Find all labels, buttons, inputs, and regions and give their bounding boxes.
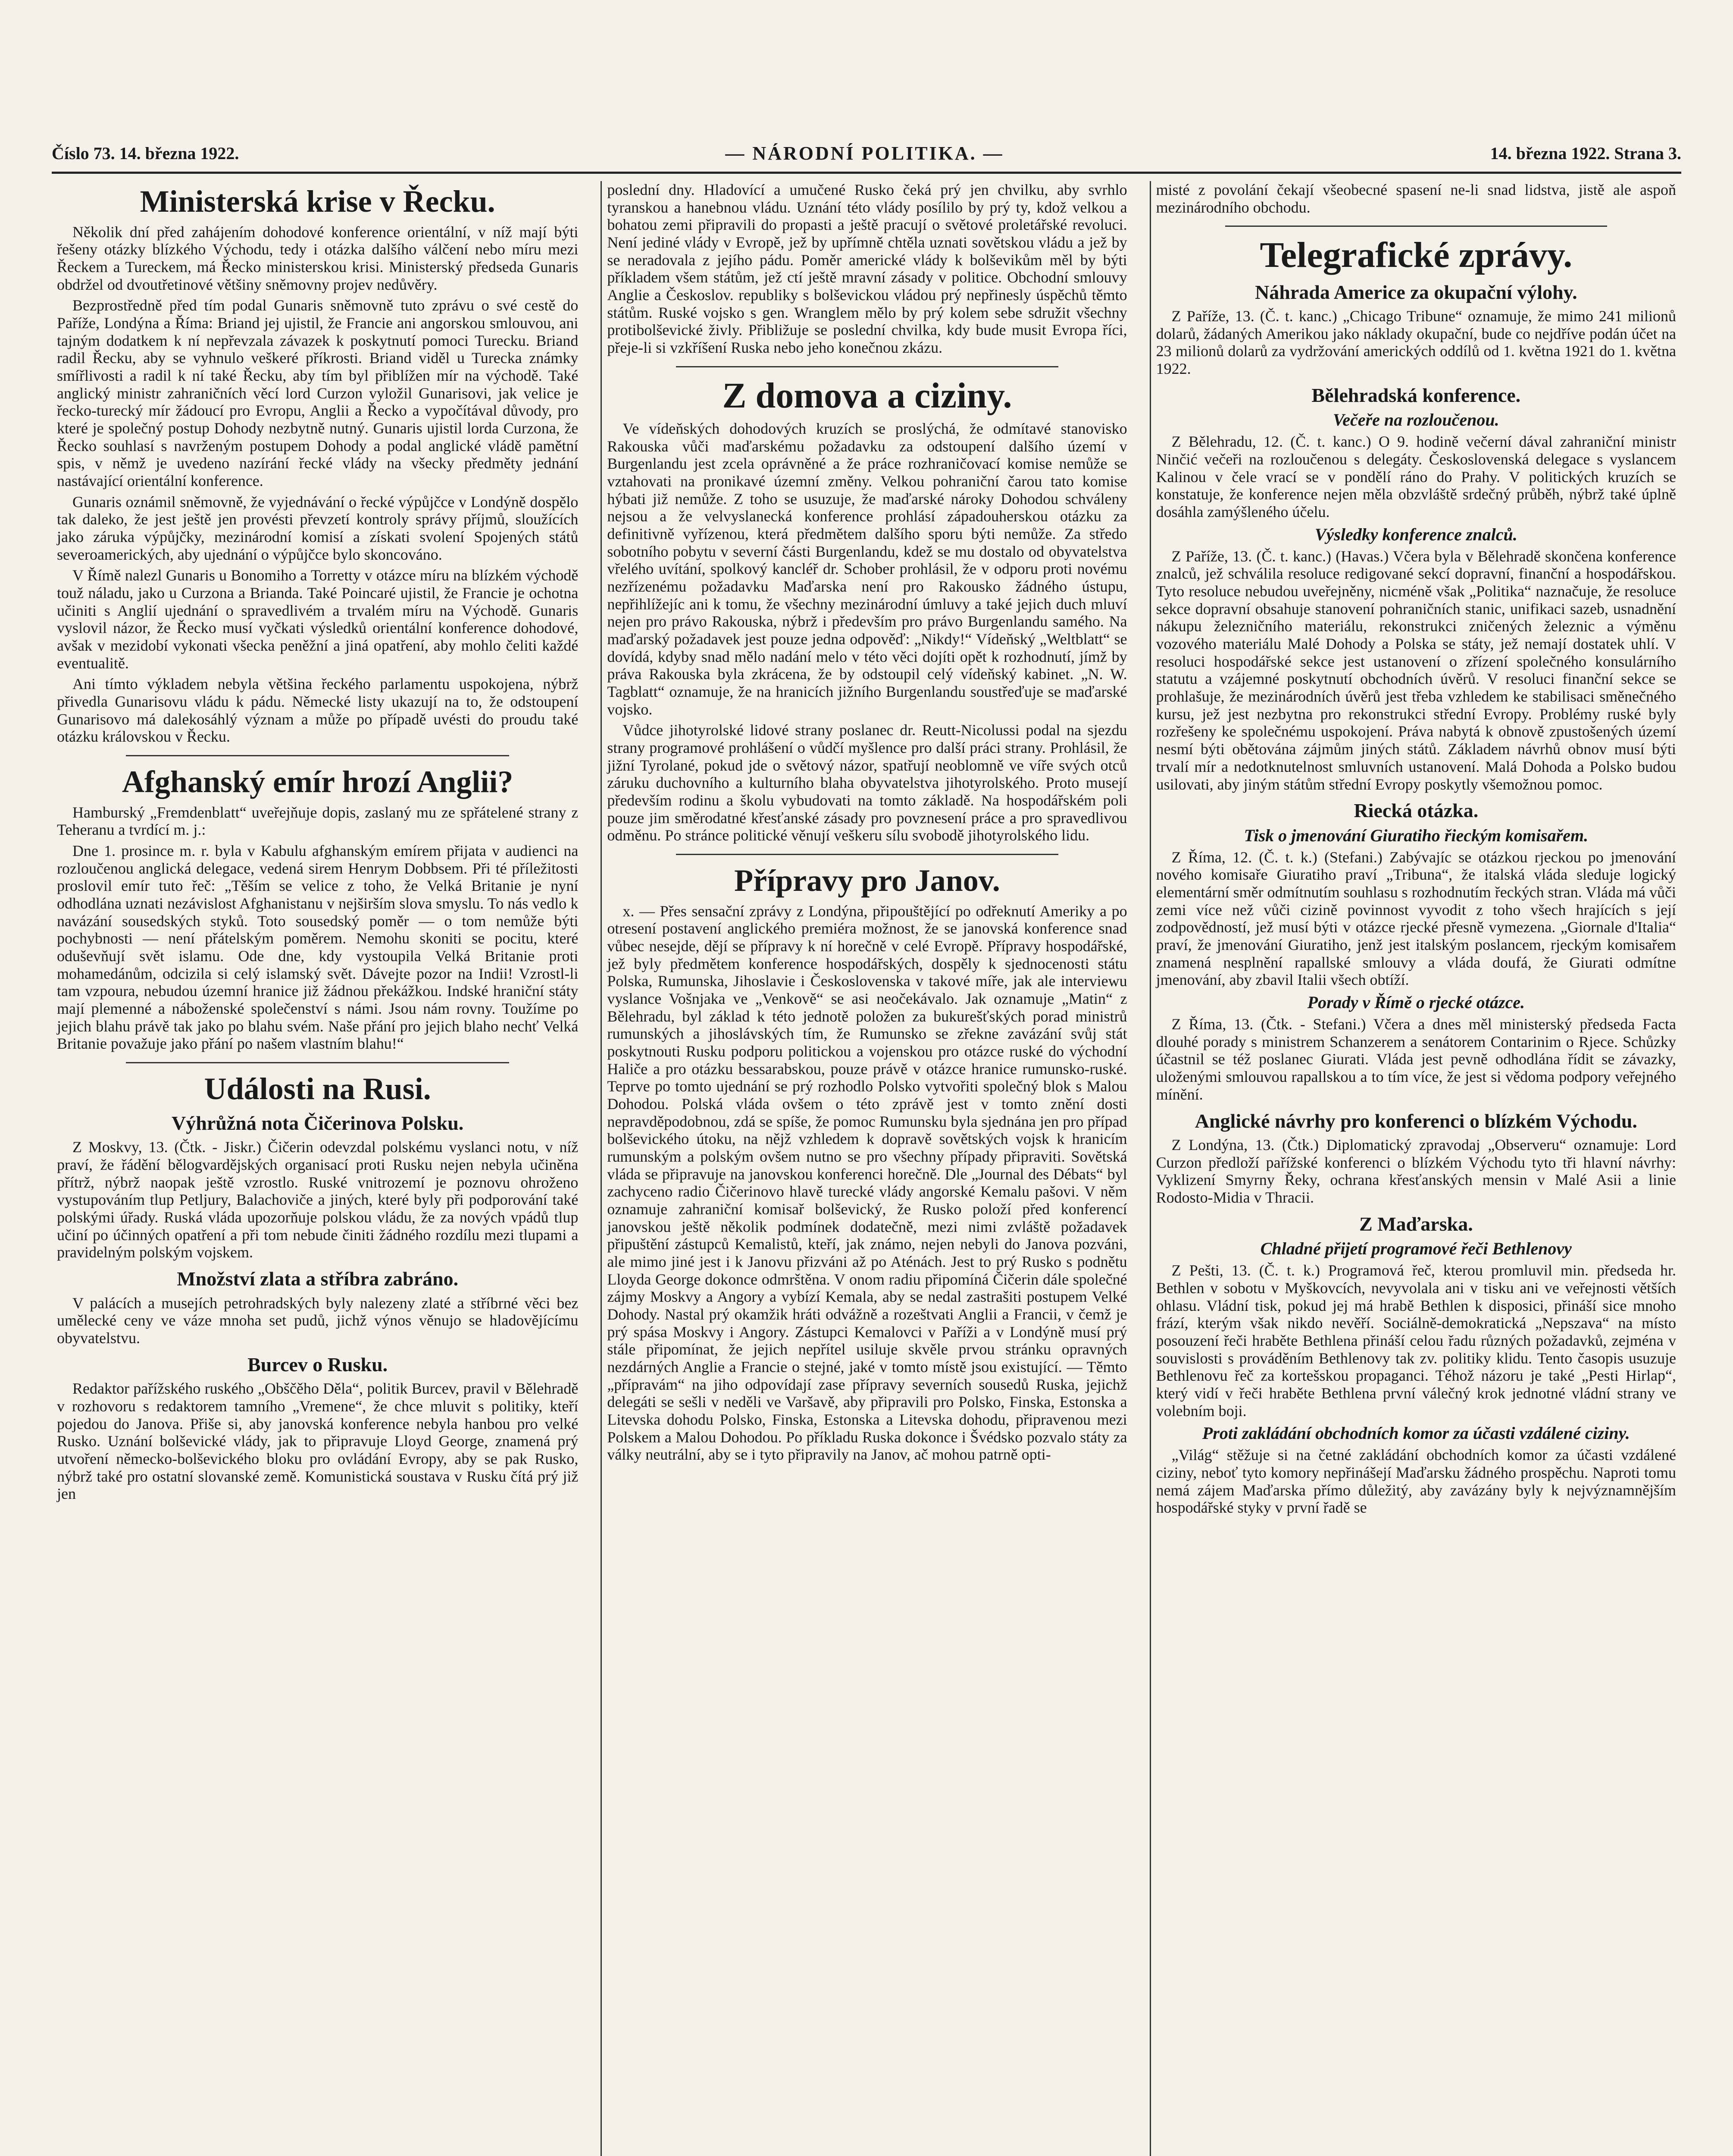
headline-greek-crisis: Ministerská krise v Řecku. (140, 184, 495, 219)
headline-genoa-preparations: Přípravy pro Janov. (734, 863, 1000, 898)
headline-home-abroad: Z domova a ciziny. (722, 375, 1012, 416)
subsubheadline: Večeře na rozloučenou. (1333, 410, 1499, 430)
column-2 (601, 181, 1132, 2156)
divider (126, 1062, 509, 1063)
divider (1225, 226, 1607, 227)
paragraph: Z Moskvy, 13. (Čtk. - Jiskr.) Čičerin odevzdal polskému vyslanci notu, v níž praví, že řádění bělogvardějských organisací proti Rusku nejen nebyla učiněna přítrž, nýbrž naopak ještě vzrostlo. Ruské vnitrozemí je poznovu ohroženo vystupováním tlup Petljury, Balachoviče a jiných, které byly při podporování také polskými úřady. Ruská vláda upozorňuje polskou vládu, že za nových vpádů tlup učiní po účinných opatření a při tom nebude činiti žádného rozdílu mezi tlupami a pravidelným polským vojskem. (57, 1138, 579, 1261)
subheadline: Výhrůžná nota Čičerinova Polsku. (172, 1112, 464, 1134)
subheadline: Bělehradská konference. (1311, 384, 1521, 406)
paragraph: Z Paříže, 13. (Č. t. kanc.) „Chicago Tribune“ oznamuje, že mimo 241 milionů dolarů, žádaných Amerikou jako náklady okupační, bude co nejdříve podán účet na 23 milionů dolarů za vydržování amerických oddílů od 1. května 1921 do 1. května 1922. (1156, 307, 1676, 378)
paragraph: poslední dny. Hladovící a umučené Rusko čeká prý jen chvilku, aby svrhlo tyranskou a hanebnou vládu. Uznání této vlády posílilo by prý ty, kdož velkou a bohatou zemi připravili do propasti a ještě pracují o světové proletářské revoluci. Není jediné vlády v Evropě, jež by upřímně chtěla uznati sovětskou vládu a jež by se neradovala z jejího pádu. Poměr americké vlády k bolševikům měl by býti příkladem všem státům, jež ctí ještě mravní zásady v politice. Obchodní smlouvy Anglie a Českoslov. republiky s bolševickou vládou prý nepřinesly úspěchů těmto státům. Ruské vojsko s gen. Wranglem mělo by prý kolem sebe sdružit všechny protibolševické živly. Přibližuje se poslední chvilka, kdy bude musit Evropa říci, přeje-li si vzkříšení Ruska nebo jeho konečnou zkázu. (607, 181, 1127, 357)
subsubheadline: Chladné přijetí programové řeči Bethlenovy (1260, 1239, 1572, 1259)
paragraph: Několik dní před zahájením dohodové konference orientální, v níž mají býti řešeny otázky blízkého Východu, tedy i otázka dalšího válčení nebo míru mezi Řeckem a Tureckem, má Řecko ministerskou krisi. Ministerský předseda Gunaris obdržel od dvoutřetinové většiny sněmovny projev nedůvěry. (57, 223, 579, 293)
masthead (52, 138, 1681, 168)
paragraph: „Világ“ stěžuje si na četné zakládání obchodních komor za účasti vzdálené ciziny, neboť tyto komory nepřinášejí Maďarsku žádného prospěchu. Naproti tomu nemá zájem Maďarska přímo důležitý, aby zavázány byly k nejvýznamnějším hospodářské styky v první řadě se (1156, 1446, 1676, 1517)
masthead-issue: Číslo 73. 14. března 1922. (52, 143, 239, 163)
masthead-rule (52, 172, 1681, 174)
paragraph: V palácích a musejích petrohradských byly nalezeny zlaté a stříbrné věci bez umělecké ceny ve váze mnoha set pudů, jichž výnos věnujo se hladovějícímu obyvatelstvu. (57, 1294, 579, 1347)
divider (676, 366, 1058, 367)
headline-russia-events: Události na Rusi. (204, 1072, 431, 1106)
paragraph: Hamburský „Fremdenblatt“ uveřejňuje dopis, zaslaný mu ze spřátelené strany z Teheranu a tvrdící m. j.: (57, 803, 579, 839)
subheadline: Náhrada Americe za okupační výlohy. (1255, 281, 1577, 303)
paragraph: Z Říma, 13. (Čtk. - Stefani.) Včera a dnes měl ministerský předseda Facta dlouhé porady s ministrem Schanzerem a senátorem Contarinim o Rjece. Schůzky účastnil se též poslanec Giurati. Vláda jest pevně odhodlána řídit se závazky, uloženými smlouvou rapallskou a to tím více, že jest si vědoma podpory veřejného mínění. (1156, 1015, 1676, 1103)
subheadline: Z Maďarska. (1359, 1213, 1473, 1235)
divider (676, 854, 1058, 855)
divider (126, 755, 509, 756)
paragraph: Z Říma, 12. (Č. t. k.) (Stefani.) Zabývajíc se otázkou rjeckou po jmenování nového komisaře Giuratiho praví „Tribuna“, že italská vláda sleduje logický elementární směr odmítnutím souhlasu s rozhodnutím řeckých stran. Vláda má vůči zemi více než vůči cizině povinnost vyvodit z toho všech hrajících s její zodpovědností, jež musí býti v otázce rjecké přesně vymezena. „Giornale d'Italia“ praví, že jmenování Giuratiho, jenž jest italským poslancem, rjeckým komisařem znamená nesplnění rapallské smlouvy a vláda doufá, že Giurati odmítne jmenování, aby zbavil Italii všech obtíží. (1156, 848, 1676, 989)
subheadline: Burcev o Rusku. (247, 1353, 388, 1376)
subheadline: Množství zlata a stříbra zabráno. (177, 1267, 459, 1290)
paragraph: x. — Přes sensační zprávy z Londýna, připouštějící po odřeknutí Ameriky a po otresení postavení anglického premiéra možnost, že se janovská konference snad vůbec nesejde, dějí se přípravy k ní horečně v celé Evropě. Přípravy hospodářské, jež byly předmětem konference hospodářských, dospěly k sjednocenosti státu Polska, Rumunska, Jihoslavie i Československa v takové míře, jak ale interviewu vyslance Vošnjaka ve „Venkově“ se asi neočekávalo. Jak oznamuje „Matin“ z Bělehradu, byl základ k této jednotě položen za bukurešťských porad ministrů rumunských a jihoslávských tím, že Rumunsko se zřekne zavázání svůj stát poskytnouti Rusku podporu politickou a vojenskou pro otázce ruské do východní Haliče a pro otázku bessarabskou, pouze právě v otázce hranice rumunsko-ruské. Teprve po tomto ujednání se prý rozhodlo Polsko vytvořiti společný blok s Malou Dohodou. Polská vláda ovšem o této zprávě jest v tomto znění dosti nepravděpodobnou, zdá se spíše, že pomoc Rumunsku byla sjednána jen pro případ bolševického útoku, na nějž vzhledem k dopravě sovětských vojsk k hranicím rumunským a polským ovšem nutno se pro všechny případy připraviti. Sovětská vláda se připravuje na janovskou konferenci horečně. Dle „Journal des Débats“ byl zachyceno radio Čičerinovo hlavě turecké vlády angorské Kemalu pašovi. V něm oznamuje zahraniční komisař bolševický, že Rusko položí před konferencí janovskou ještě několik podmínek dodatečně, mezi nimi zvláště požadavek připuštění zástupců Kemalistů, kteří, jak známo, nejen nebyli do Janova pozváni, ale mimo jiné jest i k Janovu přizváni až po Aténách. Jest to prý Rusko s podnětu Lloyda George dokonce odmrštěna. V onom radiu připomíná Čičerin dále společné zájmy Moskvy a Angory a vybízí Kemala, aby se nedal zastrašiti postupem Velké Dohody. Nastal prý okamžik hráti odvážně a rozeštvati Anglii a Francii, v čemž je prý spása Moskvy i Angory. Zástupci Kemalovci v Paříži a v Londýně musí prý stále připomínat, že jejich nepřítel usiluje skvěle prvou stránku opravných nezdárných Anglie a Francie o stejné, jaké v tomto místě jsou existující. — Těmto „přípravám“ na jiho odpovídají zase přípravy severních sousedů Ruska, jejichž delegáti se sešli v neděli ve Varšavě, aby připravili pro Polsko, Finska, Estonska a Litevska dohodu Polsko, Finska, Estonska a Litevska dohodu, připravenou mezi Polskem a Malou Dohodou. Po příkladu Ruska dokonce i Švédsko pozvalo státy za války neutrální, aby se i tyto připravily na Janov, ač mohou patrně opti- (607, 902, 1127, 1463)
paragraph: Gunaris oznámil sněmovně, že vyjednávání o řecké výpůjčce v Londýně dospělo tak daleko, že jest ještě jen provésti převzetí kontroly správy příjmů, sloužících jako záruka výpůjčky, mezinárodní komisí a získati svolení Spojených států severoamerických, aby ujednání o výpůjčce bylo skoncováno. (57, 493, 579, 563)
paragraph: Ani tímto výkladem nebyla většina řeckého parlamentu uspokojena, nýbrž přivedla Gunarisovu vládu k pádu. Německé listy ukazují na to, že odstoupení Gunarisovo má dalekosáhlý význam a může po případě uvésti do proudu také otázku královskou v Řecku. (57, 675, 579, 746)
masthead-title: — NÁRODNÍ POLITIKA. — (725, 142, 1004, 164)
subsubheadline: Tisk o jmenování Giuratiho řieckým komisařem. (1244, 825, 1589, 845)
column-3 (1150, 181, 1681, 2156)
paragraph: V Římě nalezl Gunaris u Bonomiho a Torretty v otázce míru na blízkém východě touž náladu, jako u Curzona a Brianda. Také Poincaré ujistil, že Francie je ochotna učiniti s Anglií ujednání o spravedlivém a trvalém míru na Východě. Gunaris vyslovil názor, že Řecko musí vyčkati výsledků orientální konference dohodové, avšak v mezidobí vykonati všecka peněžní a jiná opatření, aby mohlo čeliti každé eventualitě. (57, 567, 579, 672)
paragraph: Z Pešti, 13. (Č. t. k.) Programová řeč, kterou promluvil min. předseda hr. Bethlen v sobotu v Myškovcích, nevyvolala ani v tisku ani ve veřejnosti větších ohlasu. Vládní tisk, pokud jej má hrabě Bethlen k disposici, přináší sice mnoho frází, kterým však nikdo nevěří. Sociálně-demokratická „Nepszava“ na místo posouzení řeči hraběte Bethlena přináší celou řadu různých požadavků, zejména v souvislosti s prováděním Bethlenovy tak zv. politiky klidu. Tento časopis usuzuje Bethlenovu řeč za kortešskou propaganci. Téhož názoru je také „Pesti Hirlap“, který vidí v řeči hraběte Bethlena první válečný krok jednotné vládní strany ve volebním boji. (1156, 1262, 1676, 1420)
columns (52, 181, 1681, 2156)
paragraph: Bezprostředně před tím podal Gunaris sněmovně tuto zprávu o své cestě do Paříže, Londýna a Říma: Briand jej ujistil, že Francie ani angorskou smlouvou, ani tajným dodatkem k ní nepřevzala závazek k poskytnutí pomoci Turecku. Briand radil Řecku, aby se vyhnulo veškeré příkrosti. Briand viděl u Turecka známky smířlivosti a radil k ní také Řecku, aby tím byl přiblížen mír na východě. Také anglický ministr zahraničních věcí lord Curzon vyložil Gunarisovi, jak velice je řecko-turecký mír žádoucí pro Evropu, Anglii a Řecko a vypočítával důvody, pro které je společný postup Dohody nezbytně nutný. Gunaris ujistil lorda Curzona, že Řecko souhlasí s navrženým postupem Dohody a podal anglické vládě pamětní spis, v němž je uvedeno nazírání řecké vlády na všecky předměty jednání nastávající orientální konference. (57, 297, 579, 489)
paragraph: Redaktor pařížského ruského „Obščěho Děla“, politik Burcev, pravil v Bělehradě v rozhovoru s redaktorem tamního „Vremene“, že chce mluvit s politiky, kteří pojedou do Janova. Přiše si, aby janovská konference nebyla hanbou pro velké Rusko. Uznání bolševické vlády, jak to připravuje Lloyd George, znamená prý utvoření německo-bolševického bloku pro ovládání Evropy, aby se pak Rusko, nýbrž také pro ostatní slovanské země. Komunistická soustava v Rusku čítá prý již jen (57, 1380, 579, 1503)
headline-afghan-emir: Afghanský emír hrozí Anglii? (122, 765, 513, 799)
paragraph: Z Londýna, 13. (Čtk.) Diplomatický zpravodaj „Observeru“ oznamuje: Lord Curzon předloží pařížské konferenci o blízkém Východu tyto tři hlavní návrhy: Vyklizení Smyrny Řeky, ochrana křesťanských mensin v Malé Asii a linie Rodosto-Midia v Thracii. (1156, 1136, 1676, 1206)
paragraph: misté z povolání čekají všeobecné spasení ne-li snad lidstva, jistě ale aspoň mezinárodního obchodu. (1156, 181, 1676, 216)
subheadline: Riecká otázka. (1354, 799, 1479, 822)
subheadline: Anglické návrhy pro konferenci o blízkém Východu. (1195, 1109, 1637, 1132)
subsubheadline: Proti zakládání obchodních komor za účasti vzdálené ciziny. (1202, 1423, 1630, 1443)
paragraph: Ve vídeňských dohodových kruzích se proslýchá, že odmítavé stanovisko Rakouska vůči maďarskému požadavku za odstoupení dalšího území v Burgenlandu jest zcela oprávněné a že práce rozhraničovací komise nemůže se vztahovati na pronikavé územní změny. Velkou pohraniční čarou tato komise hýbati již nemůže. Z toho se usuzuje, že maďarské nároky Dohodou schváleny nejsou a že velvyslanecká konference prohlásí západouherskou otázku za definitivně vyřízenou, která předmětem dalšího sporu býti nemůže. Za středo sobotního pobytu v severní části Burgenlandu, kdež se mu dostalo od obyvatelstva vřelého uvítání, spolkový kancléř dr. Schober prohlásil, že v odporu proti novému nezřízenému požadavku Maďarska není pro Rakousko žádného ústupu, nepřihlížejíc ani k tomu, že všechny mezinárodní úmluvy a také jejich duch mluví nejen pro právo Rakouska, nýbrž i především pro právo Burgenlandu samého. Na maďarský požadavek jest pouze jedna odpověď: „Nikdy!“ Vídeňský „Weltblatt“ se dovídá, kdyby snad mělo nadání melo v této věci dojíti opět k rozhodnutí, jímž by práva Rakouska byla zkrácena, že by odstoupil celý vídeňský kabinet. „N. W. Tagblatt“ oznamuje, že na hranicích jižního Burgenlandu soustřeďuje se maďarské vojsko. (607, 420, 1127, 718)
paragraph: Z Paříže, 13. (Č. t. kanc.) (Havas.) Včera byla v Bělehradě skončena konference znalců, jež schválila resoluce redigované sekcí dopravní, finanční a hospodářskou. Tyto resoluce nebudou uveřejněny, nicméně však „Politika“ naznačuje, že resoluce sekce dopravní obsahuje stanovení pohraničních stanic, unifikaci sazeb, usnadnění nákupu železničního materiálu, rekonstrukci zničených železnic a výměnu vozového materiálu Malé Dohody a Polska se státy, jež nemají dostatek uhlí. V resoluci hospodářské sekce jest ustanovení o zřízení společného konsulárního statutu a vzájemné poskytnutí obchodních úvěrů. V resoluci finanční sekce se prohlašuje, že mezinárodních úvěrů jest třeba vzhledem ke stabilisaci směnečného kursu, jež jest nezbytna pro rekonstrukci střední Evropy. Problémy ruské byly rozřešeny ke společnému uspokojení. Práva nabytá k obnově zpustošených území nesmí býti obětována zájmům jiných států. Základem návrhů obnov musí býti trvalí mír a nedotknutelnost smluvních ustanovení. Malá Dohoda a Polsko budou usilovati, aby jiným státům střední Evropy poskytly všemožnou pomoc. (1156, 547, 1676, 793)
column-1 (52, 181, 583, 2156)
paragraph: Dne 1. prosince m. r. byla v Kabulu afghanským emírem přijata v audienci na rozloučenou anglická delegace, vedená sirem Henrym Dobbsem. Při té příležitosti proslovil emír tuto řeč: „Těším se velice z toho, že Velká Britanie je nyní odhodlána uznati nezávislost Afghanistanu v nejširším slova smyslu. To nás vedlo k navázání sousedských styků. Toto sousedský poměr — o tom nemůže býti pochybnosti — není přátelským poměrem. Nemohu skoniti se pocitu, které oduševňují svět islamu. Ode dne, kdy vystoupila Velká Britanie proti mohamedánům, odcizila si celý islamský svět. Dávejte pozor na Indii! Vzrostl-li tam vzpoura, nebudou územní hranice již žádnou překážkou. Indské hraniční státy mají plemenné a náboženské společenství s námi. Jsou nám rovny. Toužíme po jejich blahu právě tak jako po blahu svém. Naše přání pro jejich blaho nechť Velká Britanie považuje jako přání po našem vlastním blahu!“ (57, 842, 579, 1053)
subsubheadline: Výsledky konference znalců. (1314, 524, 1517, 544)
paragraph: Z Bělehradu, 12. (Č. t. kanc.) O 9. hodině večerní dával zahraniční ministr Ninčić večeři na rozloučenou s delegáty. Československá delegace s vyslancem Kalinou v čele vrací se v pondělí ráno do Prahy. V politických kruzích se konstatuje, že konference nejen měla obzvláště srdečný průběh, nýbrž také úplně dosáhla zamýšleného účelu. (1156, 433, 1676, 521)
paragraph: Vůdce jihotyrolské lidové strany poslanec dr. Reutt-Nicolussi podal na sjezdu strany programové prohlášení o vůdčí myšlence pro další práci strany. Prohlásil, že jižní Tyrolané, pokud jde o světový názor, spatřují neoblomně ve víře svých otců záruku duchovního a kulturního blaha obyvatelstva jihotyrolského. Proto musejí především rodinu a školu vybudovati na tomto základě. Na hospodářském poli pouze jim směrodatné křesťanské zásady pro povznesení práce a pro spravedlivou odměnu. Po stránce politické věnují veškeru sílu svobodě jihotyrolského lidu. (607, 721, 1127, 844)
headline-telegraph-news: Telegrafické zprávy. (1260, 235, 1573, 276)
subsubheadline: Porady v Římě o rjecké otázce. (1307, 993, 1525, 1012)
masthead-page: 14. března 1922. Strana 3. (1490, 143, 1681, 163)
